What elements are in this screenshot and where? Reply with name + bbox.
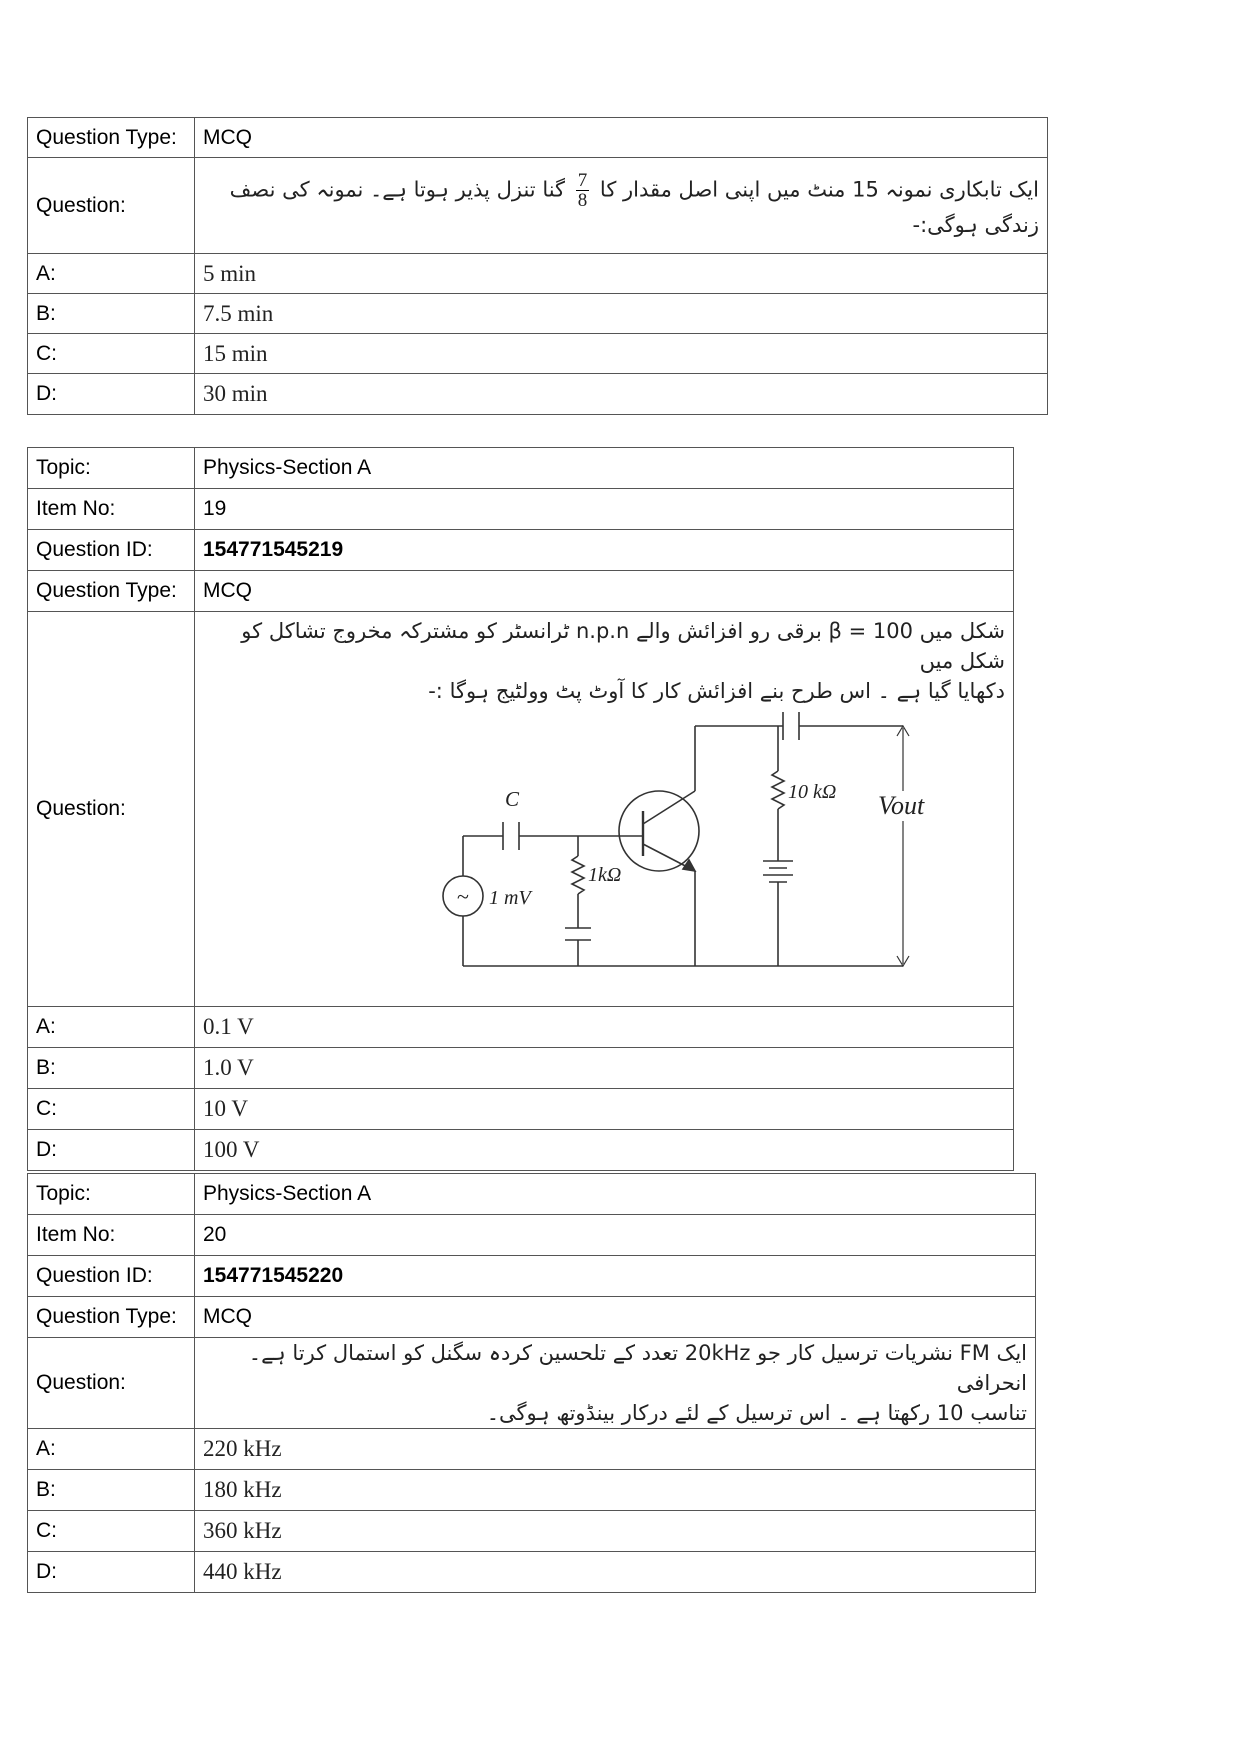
option-d: 440 kHz [195, 1552, 1036, 1593]
fraction-denominator: 8 [577, 190, 588, 211]
label-question-type: Question Type: [28, 118, 195, 158]
question-table-19 [27, 447, 1014, 1171]
option-b: 180 kHz [195, 1470, 1036, 1511]
option-a: 0.1 V [195, 1007, 1014, 1048]
fraction [576, 171, 590, 210]
option-c: 10 V [195, 1089, 1014, 1130]
label-option-b: B: [28, 1048, 195, 1089]
question-text [195, 1338, 1036, 1429]
question-type-value: MCQ [195, 571, 1014, 612]
option-b: 1.0 V [195, 1048, 1014, 1089]
label-question-id: Question ID: [28, 1256, 195, 1297]
question-text-line2: دکھایا گیا ہے ۔ اس طرح بنے افزائش کار کا آوٹ پٹ وولٹیج ہوگا :- [428, 679, 1005, 703]
capacitor-label: C [505, 787, 520, 811]
question-text [195, 158, 1048, 254]
option-a: 5 min [195, 254, 1048, 294]
option-d: 100 V [195, 1130, 1014, 1171]
label-option-b: B: [28, 294, 195, 334]
label-option-a: A: [28, 254, 195, 294]
transistor-collector [643, 791, 695, 824]
question-table-20 [27, 1173, 1036, 1593]
circuit-diagram [203, 706, 1005, 1006]
question-text-urdu [203, 171, 1039, 240]
question-type-value: MCQ [195, 118, 1048, 158]
label-option-d: D: [28, 1130, 195, 1171]
question-text-line1: ایک FM نشریات ترسیل کار جو 20kHz تعدد کے تلحسین کردہ سگنل کو استمال کرتا ہے۔ انحرافی [248, 1341, 1027, 1395]
label-option-d: D: [28, 1552, 195, 1593]
label-option-c: C: [28, 334, 195, 374]
circuit-svg [433, 706, 993, 1006]
label-question: Question: [28, 158, 195, 254]
source-label: 1 mV [489, 887, 531, 909]
label-option-c: C: [28, 1089, 195, 1130]
topic-value: Physics-Section A [195, 1174, 1036, 1215]
label-option-d: D: [28, 374, 195, 415]
base-resistor-label: 1kΩ [588, 864, 622, 886]
question-id-value: 154771545220 [195, 1256, 1036, 1297]
label-option-a: A: [28, 1429, 195, 1470]
collector-resistor-label: 10 kΩ [788, 781, 837, 803]
item-no-value: 19 [195, 489, 1014, 530]
question-text [195, 612, 1014, 1007]
fraction-numerator: 7 [577, 170, 588, 191]
tilde-icon: ~ [457, 884, 469, 909]
label-option-b: B: [28, 1470, 195, 1511]
label-topic: Topic: [28, 448, 195, 489]
option-b: 7.5 min [195, 294, 1048, 334]
question-text-part2: گنا تنزل پذیر ہوتا ہے۔ نمونہ کی نصف زندگی ہوگی:- [229, 177, 1039, 237]
question-text-line2: تناسب 10 رکھتا ہے ۔ اس ترسیل کے لئے درکار بینڈوتھ ہوگی۔ [486, 1401, 1027, 1425]
topic-value: Physics-Section A [195, 448, 1014, 489]
item-no-value: 20 [195, 1215, 1036, 1256]
option-c: 15 min [195, 334, 1048, 374]
label-topic: Topic: [28, 1174, 195, 1215]
option-a: 220 kHz [195, 1429, 1036, 1470]
question-text-line1: شکل میں β = 100 برقی رو افزائش والے n.p.n ٹرانسٹر کو مشترکہ مخروج تشاکل کو شکل میں [241, 619, 1005, 673]
vout-label: Vout [878, 791, 925, 820]
label-item-no: Item No: [28, 1215, 195, 1256]
label-option-a: A: [28, 1007, 195, 1048]
label-question-id: Question ID: [28, 530, 195, 571]
option-d: 30 min [195, 374, 1048, 415]
label-question: Question: [28, 1338, 195, 1429]
label-question-type: Question Type: [28, 571, 195, 612]
question-text-part1: ایک تابکاری نمونہ 15 منٹ میں اپنی اصل مقدار کا [599, 177, 1039, 202]
transistor-icon [619, 791, 699, 871]
label-question-type: Question Type: [28, 1297, 195, 1338]
resistor-icon [572, 856, 584, 894]
label-question: Question: [28, 612, 195, 1007]
resistor-icon [772, 771, 784, 809]
question-type-value: MCQ [195, 1297, 1036, 1338]
label-option-c: C: [28, 1511, 195, 1552]
question-table-18 [27, 117, 1048, 415]
label-item-no: Item No: [28, 489, 195, 530]
option-c: 360 kHz [195, 1511, 1036, 1552]
question-id-value: 154771545219 [195, 530, 1014, 571]
